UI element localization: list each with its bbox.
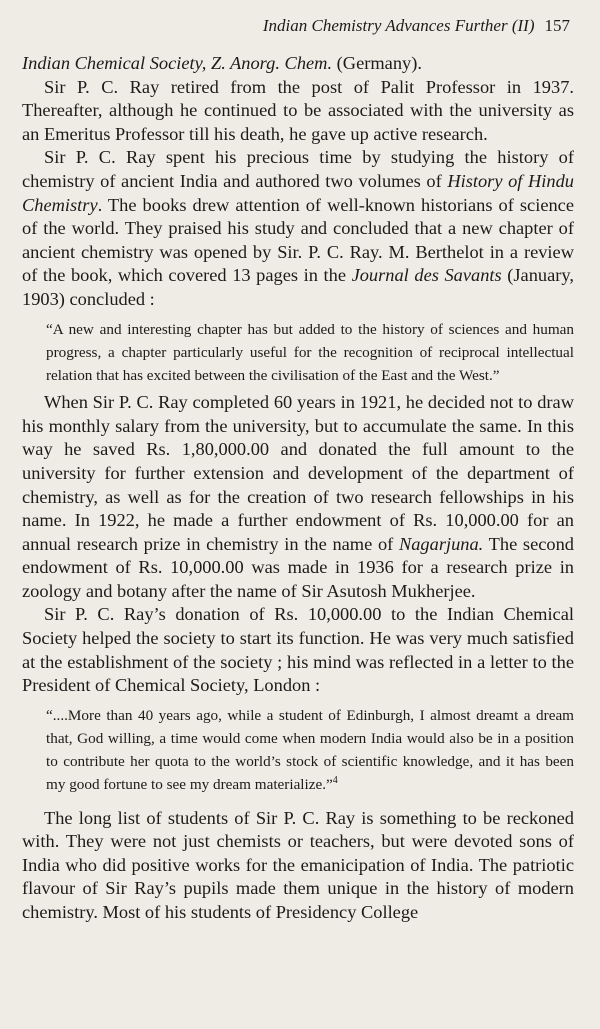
book-title: History of Hindu Chemistry <box>22 170 574 215</box>
nagarjuna-name: Nagarjuna. <box>398 533 484 554</box>
footnote-marker: 4 <box>332 775 338 787</box>
paragraph-retirement: Sir P. C. Ray retired from the post of Palit Professor in 1937. Thereafter, although he continued to be associated with the university as an Emeritus Professor till his death, he gave up active research. <box>22 76 574 144</box>
paragraph-students: The long list of students of Sir P. C. Ray is something to be reckoned with. They were not just chemists or teachers, but were devoted sons of India who did positive works for the emanicipation of India. The patriotic flavour of Sir Ray’s pupils made them unique in the history of modern chemistry. Most of his students of Presidency College <box>22 807 574 923</box>
paragraph-continuation <box>22 52 574 76</box>
page-number: 157 <box>544 16 570 35</box>
letter-quote <box>46 704 574 797</box>
history-text-b: . The books drew attention of well-known historians of science of the world. They praised his study and concluded that a new chapter of ancient chemistry was opened by Sir. P. C. Ray. M. Berthelot in a review of the book, which covered 13 pages in the <box>22 194 574 286</box>
journal-title: Journal des Savants <box>351 265 502 286</box>
running-header <box>22 16 574 36</box>
society-titles: Indian Chemical Society, Z. Anorg. Chem. <box>22 53 333 73</box>
endowment-text-b: The second endowment of Rs. 10,000.00 was made in 1936 for a research prize in zoology and botany after the name of Sir Asutosh Mukherjee. <box>22 533 574 601</box>
paragraph-society-donation: Sir P. C. Ray’s donation of Rs. 10,000.00 to the Indian Chemical Society helped the society to start its function. He was very much satisfied at the establishment of the society ; his mind was reflected in a letter to the President of Chemical Society, London : <box>22 604 574 696</box>
endowment-text-a: When Sir P. C. Ray completed 60 years in 1921, he decided not to draw his monthly salary from the university, but to accumulate the same. In this way he saved Rs. 1,80,000.00 and donated the full amount to the university for further extension and development of the department of chemistry, as well as for the creation of two research fellowships in his name. In 1922, he made a further endowment of Rs. 10,000.00 for an annual research prize in chemistry in the name of <box>22 392 574 554</box>
paragraph-endowment <box>22 391 574 603</box>
paragraph-history <box>22 146 574 311</box>
berthelot-quote: “A new and interesting chapter has but added to the history of sciences and human progress, a chapter particularly useful for the recognition of reciprocal intellectual relation that has excited between the civilisation of the East and the West.” <box>46 320 574 384</box>
history-text-c: (January, 1903) concluded : <box>22 265 574 309</box>
running-title: Indian Chemistry Advances Further (II) <box>262 16 535 35</box>
country-note: (Germany). <box>332 53 422 73</box>
history-text-a: Sir P. C. Ray spent his precious time by studying the history of chemistry of ancient India and authored two volumes of <box>22 147 574 191</box>
letter-quote-text: “....More than 40 years ago, while a student of Edinburgh, I almost dreamt a dream that, God willing, a time would come when modern India would also be in a position to contribute her quota to the world’s stock of scientific knowledge, and it has been my good fortune to see my dream materialize.” <box>46 706 574 794</box>
